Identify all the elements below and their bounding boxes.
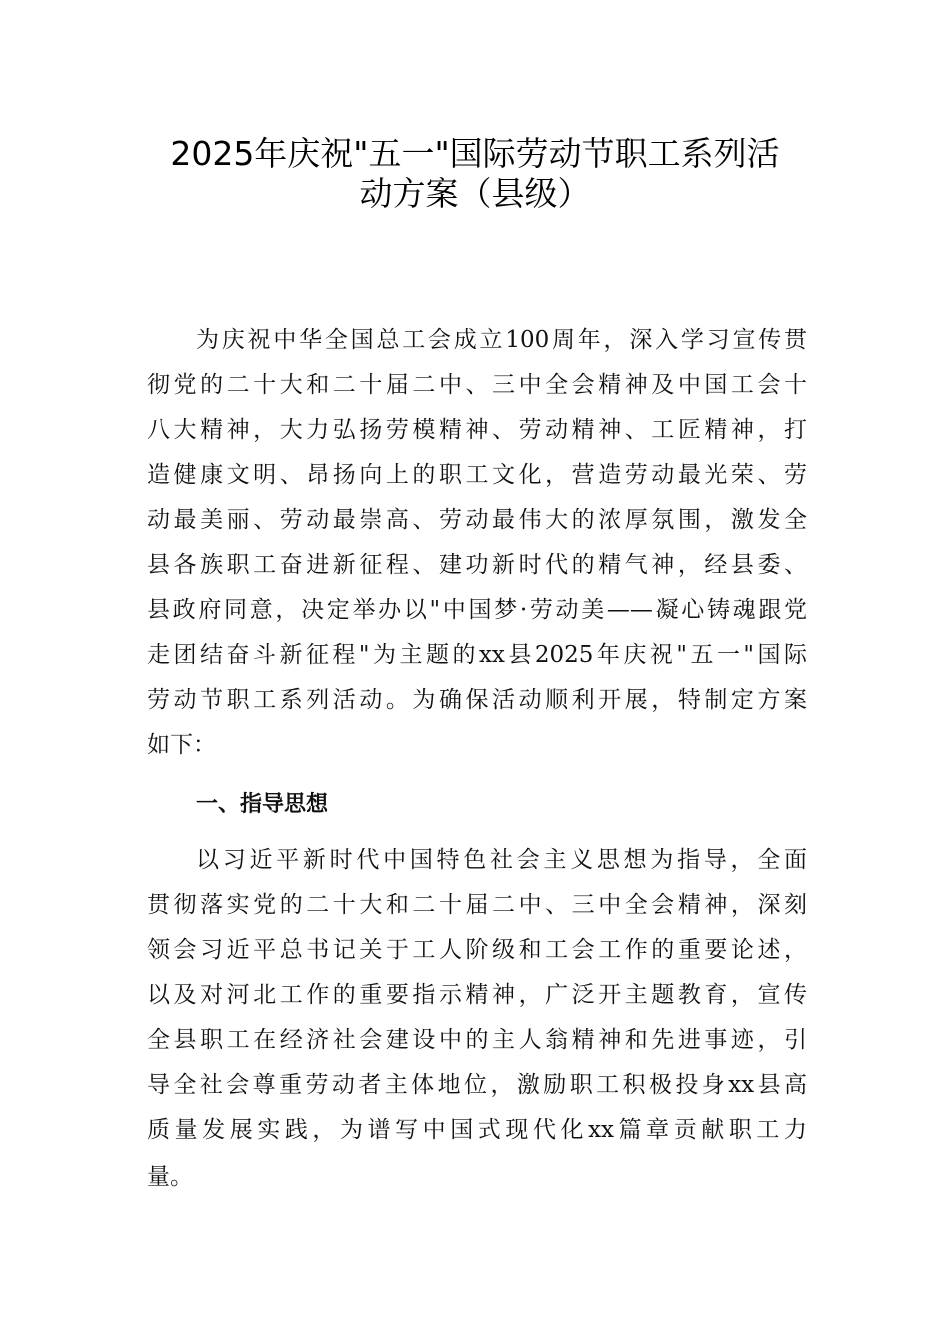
paragraph-line: 县政府同意，决定举办以"中国梦·劳动美——凝心铸魂跟党	[147, 597, 807, 623]
paragraph-line: 质量发展实践，为谱写中国式现代化xx篇章贡献职工力	[147, 1117, 807, 1143]
paragraph-line: 动最美丽、劳动最崇高、劳动最伟大的浓厚氛围，激发全	[147, 507, 807, 533]
paragraph-line: 全县职工在经济社会建设中的主人翁精神和先进事迹，引	[147, 1027, 807, 1053]
paragraph-line: 如下：	[147, 732, 216, 758]
document-title-line-2: 动方案（县级）	[359, 174, 591, 213]
paragraph-line: 为庆祝中华全国总工会成立100周年，深入学习宣传贯	[196, 327, 807, 353]
paragraph-line: 贯彻落实党的二十大和二十届二中、三中全会精神，深刻	[147, 892, 807, 918]
section-heading-guiding-ideology: 一、指导思想	[196, 792, 329, 817]
paragraph-line: 八大精神，大力弘扬劳模精神、劳动精神、工匠精神，打	[147, 417, 807, 443]
paragraph-line: 量。	[147, 1164, 193, 1190]
paragraph-line: 以及对河北工作的重要指示精神，广泛开主题教育，宣传	[147, 982, 807, 1008]
paragraph-line: 领会习近平总书记关于工人阶级和工会工作的重要论述，	[147, 937, 807, 963]
paragraph-line: 造健康文明、昂扬向上的职工文化，营造劳动最光荣、劳	[147, 462, 807, 488]
paragraph-line: 县各族职工奋进新征程、建功新时代的精气神，经县委、	[147, 552, 807, 578]
document-title-line-1: 2025年庆祝"五一"国际劳动节职工系列活	[170, 134, 780, 173]
paragraph-line: 以习近平新时代中国特色社会主义思想为指导，全面	[196, 847, 807, 873]
paragraph-line: 走团结奋斗新征程"为主题的xx县2025年庆祝"五一"国际	[147, 642, 807, 668]
paragraph-line: 劳动节职工系列活动。为确保活动顺利开展，特制定方案	[147, 687, 807, 713]
paragraph-line: 彻党的二十大和二十届二中、三中全会精神及中国工会十	[147, 372, 807, 398]
paragraph-line: 导全社会尊重劳动者主体地位，激励职工积极投身xx县高	[147, 1072, 807, 1098]
